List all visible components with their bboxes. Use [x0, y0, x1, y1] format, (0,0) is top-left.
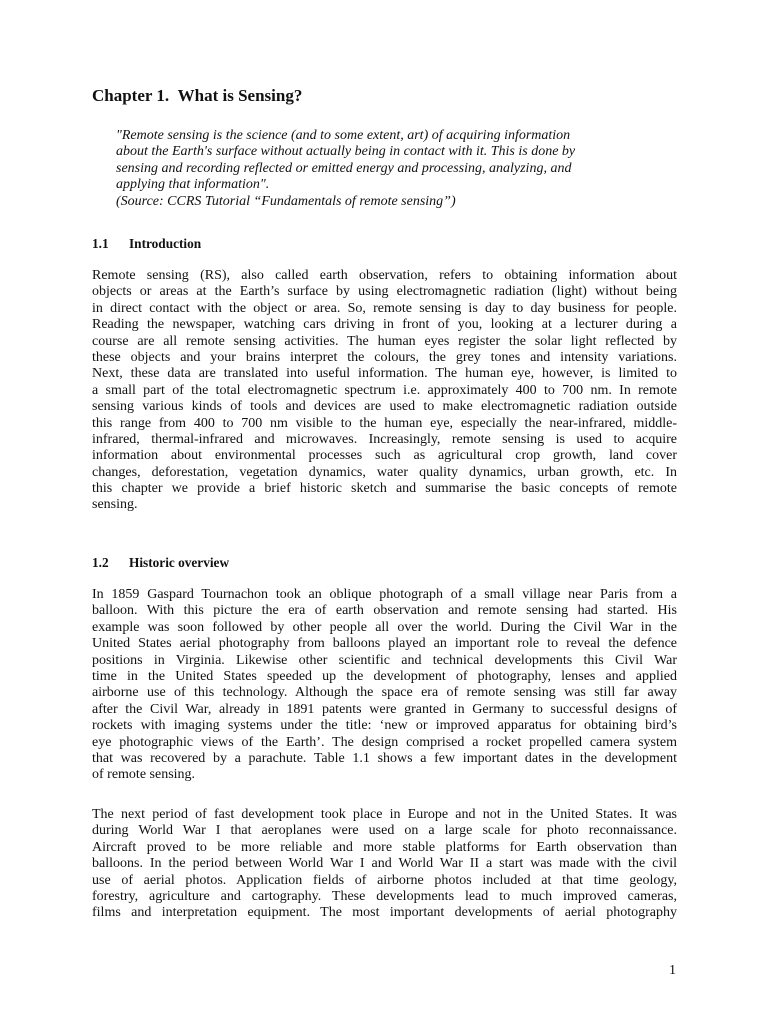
- paragraph-line: airborne use of this technology. Although the space era of remote sensing was still far away: [92, 685, 677, 701]
- paragraph-line: sensing various kinds of tools and devices are used to make electromagnetic radiation outside: [92, 399, 677, 415]
- paragraph-line: information about environmental processes such as agricultural crop growth, land cover: [92, 448, 677, 464]
- paragraph-line: after the Civil War, already in 1891 patents were granted in Germany to successful designs of: [92, 701, 677, 717]
- paragraph-line: The next period of fast development took place in Europe and not in the United States. It was: [92, 807, 677, 822]
- paragraph-line: Next, these data are translated into useful information. The human eye, however, is limited to: [92, 366, 677, 382]
- paragraph-line: rockets with imaging systems under the title: ‘new or improved apparatus for obtaining bird’s: [92, 718, 677, 734]
- paragraph-line: positions in Virginia. Likewise other scientific and technical developments this Civil War: [92, 652, 677, 668]
- paragraph-line: Reading the newspaper, watching cars driving in front of you, looking at a lecturer during a: [92, 317, 677, 333]
- chapter-title: Chapter 1. What is Sensing?: [92, 86, 303, 105]
- paragraph-line: changes, deforestation, vegetation dynamics, water quality dynamics, urban growth, etc. In: [92, 464, 677, 480]
- paragraph-line: Remote sensing (RS), also called earth observation, refers to obtaining information about: [92, 268, 677, 283]
- paragraph-line: of remote sensing.: [92, 767, 196, 783]
- paragraph-line: Aircraft proved to be more reliable and more stable platforms for Earth observation than: [92, 839, 677, 855]
- quote-line: applying that information".: [116, 177, 270, 193]
- paragraph-line: objects or areas at the Earth’s surface by using electromagnetic radiation (light) without being: [92, 284, 677, 300]
- section-heading-introduction: [92, 236, 201, 252]
- section-number: 1.2: [92, 555, 109, 570]
- section-heading-historic-overview: [92, 555, 229, 571]
- quote-line: sensing and recording reflected or emitted energy and processing, analyzing, and: [116, 160, 572, 176]
- epigraph-quote: [116, 128, 636, 210]
- paragraph-line: these objects and your brains interpret the colours, the grey tones and intensity variations.: [92, 349, 677, 365]
- paragraph-line: during World War I that aeroplanes were used on a large scale for photo reconnaissance.: [92, 823, 677, 839]
- quote-source: (Source: CCRS Tutorial “Fundamentals of remote sensing”): [116, 193, 456, 209]
- paragraph-line: United States aerial photography from balloons played an important role to reveal the defence: [92, 636, 677, 652]
- paragraph-line: time in the United States speeded up the development of photography, lenses and applied: [92, 668, 677, 684]
- paragraph-line: balloons. In the period between World War I and World War II a start was made with the civil: [92, 856, 677, 872]
- paragraph-line: in direct contact with the object or area. So, remote sensing is day to day business for people.: [92, 300, 677, 316]
- paragraph-line: example was soon followed by other people all over the world. During the Civil War in the: [92, 619, 677, 635]
- paragraph-line: balloon. With this picture the era of earth observation and remote sensing had started. His: [92, 603, 677, 619]
- paragraph-line: sensing.: [92, 497, 138, 513]
- paragraph-line: infrared, thermal-infrared and microwaves. Increasingly, remote sensing is used to acquire: [92, 431, 677, 447]
- paragraph-line: forestry, agriculture and cartography. These developments lead to much improved cameras,: [92, 888, 677, 904]
- paragraph-line: eye photographic views of the Earth’. The design comprised a rocket propelled camera system: [92, 734, 677, 750]
- quote-line: about the Earth's surface without actually being in contact with it. This is done by: [116, 144, 576, 160]
- paragraph-line: this range from 400 to 700 nm visible to the human eye, especially the near-infrared, middle-: [92, 415, 677, 431]
- paragraph-line: course are all remote sensing activities. The human eyes register the solar light reflected by: [92, 333, 677, 349]
- quote-line: "Remote sensing is the science (and to some extent, art) of acquiring information: [116, 128, 571, 143]
- paragraph-historic-2: [92, 807, 677, 922]
- paragraph-line: In 1859 Gaspard Tournachon took an oblique photograph of a small village near Paris from a: [92, 587, 677, 602]
- section-number: 1.1: [92, 236, 109, 251]
- page-number: 1: [669, 963, 676, 978]
- section-title: Introduction: [129, 236, 202, 251]
- paragraph-historic-1: [92, 587, 677, 784]
- paragraph-line: use of aerial photos. Application fields of airborne photos included at that time geology,: [92, 872, 677, 888]
- paragraph-line: films and interpretation equipment. The most important developments of aerial photography: [92, 905, 677, 921]
- paragraph-line: a small part of the total electromagnetic spectrum i.e. approximately 400 to 700 nm. In remote: [92, 382, 677, 398]
- paragraph-introduction: [92, 268, 677, 514]
- paragraph-line: this chapter we provide a brief historic sketch and summarise the basic concepts of remote: [92, 481, 677, 497]
- paragraph-line: that was recovered by a parachute. Table 1.1 shows a few important dates in the development: [92, 750, 677, 766]
- section-title: Historic overview: [129, 555, 230, 570]
